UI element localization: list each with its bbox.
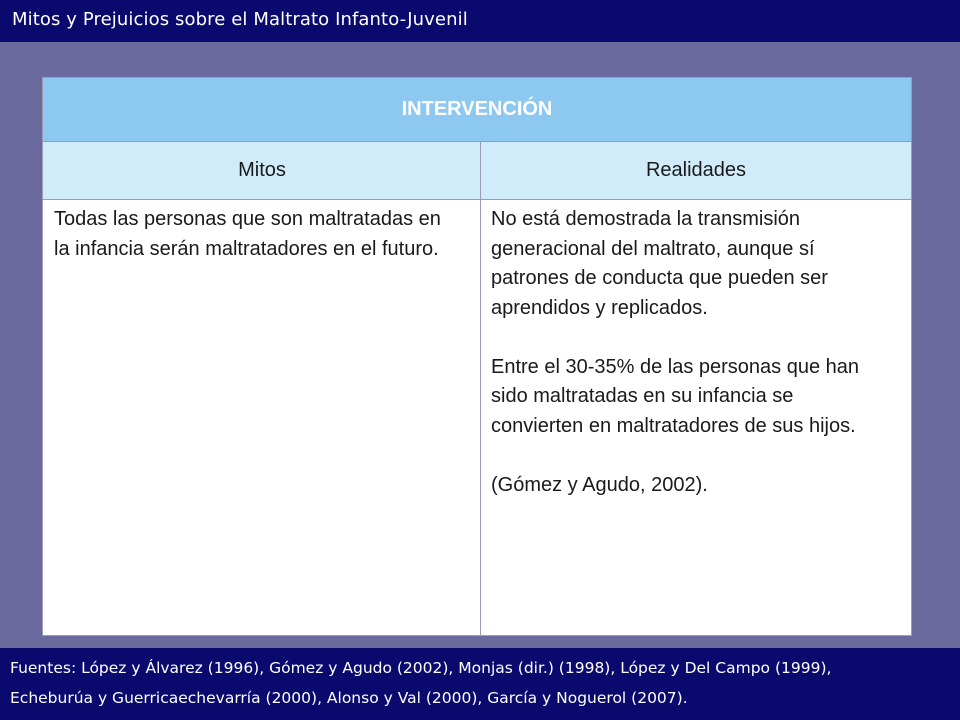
slide-title: Mitos y Prejuicios sobre el Maltrato Infanto-Juvenil <box>12 9 468 30</box>
reality-paragraph-2: Entre el 30-35% de las personas que han sido maltratadas en su infancia se convierten en maltratadores de sus hijos. <box>491 355 860 437</box>
column-divider <box>480 142 481 636</box>
column-header-realities: Realidades <box>645 159 747 181</box>
table-heading-row <box>43 78 911 142</box>
sources-footer <box>0 648 960 720</box>
reality-cell <box>491 205 891 500</box>
reality-citation: (Gómez y Agudo, 2002). <box>491 473 708 496</box>
title-bar <box>0 0 960 42</box>
table-heading: INTERVENCIÓN <box>401 98 553 120</box>
myth-cell <box>54 205 454 264</box>
intervention-table <box>42 77 912 636</box>
sources-line-1: Fuentes: López y Álvarez (1996), Gómez y Agudo (2002), Monjas (dir.) (1998), López y Del Campo (1999), <box>10 659 832 677</box>
reality-paragraph-1: No está demostrada la transmisión generacional del maltrato, aunque sí patrones de conducta que pueden ser aprendidos y replicados. <box>491 208 828 319</box>
column-header-row <box>43 142 911 200</box>
myth-text: Todas las personas que son maltratadas en la infancia serán maltratadores en el futuro. <box>54 208 441 260</box>
column-header-myths: Mitos <box>238 159 286 181</box>
sources-line-2: Echeburúa y Guerricaechevarría (2000), Alonso y Val (2000), García y Noguerol (2007). <box>10 689 688 707</box>
